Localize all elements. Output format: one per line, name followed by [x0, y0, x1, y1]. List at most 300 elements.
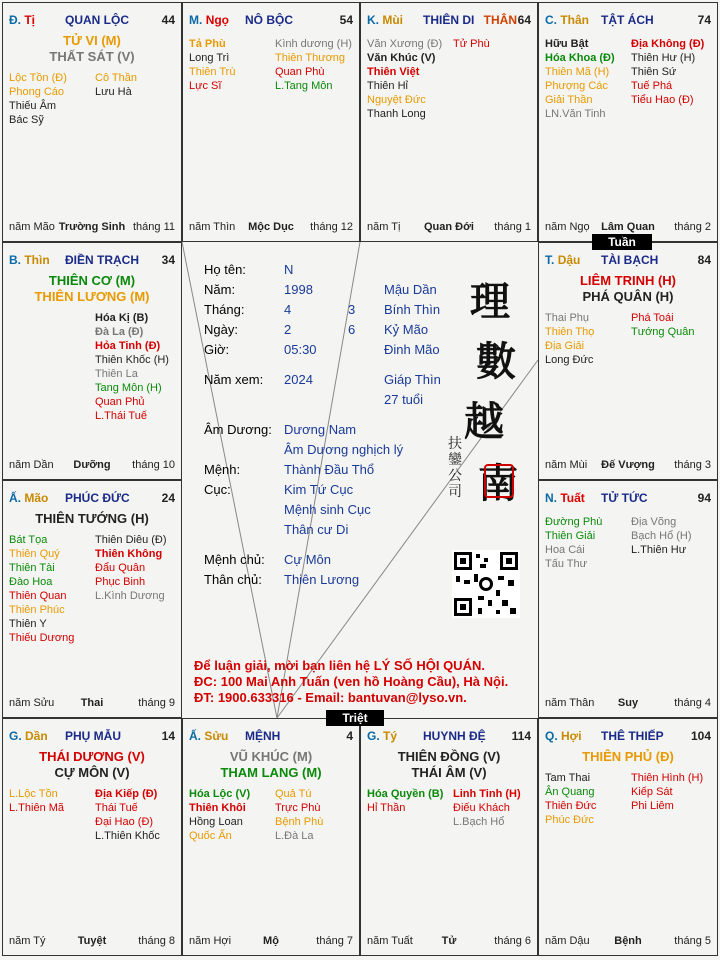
palace-name: QUAN LỘC — [65, 13, 129, 27]
palace-month: tháng 8 — [138, 935, 175, 947]
minor-star: Tả Phù — [189, 38, 226, 50]
palace-year: năm Mùi — [545, 459, 588, 471]
than-position: Thân cư Di — [284, 522, 349, 537]
name-label: Họ tên: — [204, 262, 246, 277]
menh-chu-label: Mệnh chủ: — [204, 552, 265, 567]
palace-header — [545, 491, 711, 507]
palace-stage: Tử — [441, 935, 457, 947]
palace-name: TẬT ÁCH — [601, 13, 654, 27]
logo-char-2: 數 — [476, 338, 516, 385]
minor-star: L.Thái Tuế — [95, 410, 147, 422]
palace-hoi — [538, 718, 718, 956]
main-star: PHÁ QUÂN (H) — [582, 289, 674, 304]
minor-star: LN.Văn Tinh — [545, 108, 606, 120]
cuc-value: Kim Tứ Cục — [284, 482, 354, 497]
amduong-label: Âm Dương: — [204, 422, 272, 437]
palace-month: tháng 12 — [310, 221, 353, 233]
palace-can: B. — [9, 253, 21, 267]
minor-star: Thái Tuế — [95, 802, 138, 814]
right-stars — [275, 787, 323, 843]
palace-stage: Trường Sinh — [58, 221, 126, 233]
day-lunar: 6 — [348, 322, 356, 337]
palace-age: 44 — [161, 13, 175, 27]
palace-stage: Tuyệt — [77, 935, 107, 947]
palace-header — [9, 13, 175, 29]
minor-star: Thiên Hình (H) — [631, 772, 704, 784]
minor-star: Lộc Tồn (Đ) — [9, 72, 67, 84]
minor-star: Thiên Sứ — [631, 66, 677, 78]
minor-star: L.Thiên Hư — [631, 544, 687, 556]
minor-star: Văn Khúc (V) — [367, 52, 436, 64]
right-stars — [631, 771, 703, 813]
day-label: Ngày: — [204, 322, 238, 337]
minor-star: Thiếu Dương — [9, 632, 75, 644]
qr-code-icon — [452, 550, 520, 618]
palace-header — [545, 729, 711, 745]
palace-footer — [189, 935, 353, 949]
contact-phone-email: ĐT: 1900.633316 - Email: bantuvan@lyso.vn. — [194, 690, 467, 705]
palace-ti — [360, 718, 538, 956]
palace-name: THIÊN DI — [423, 13, 475, 27]
minor-star: Thiên Hư (H) — [631, 52, 696, 64]
right-stars — [631, 37, 704, 107]
palace-month: tháng 1 — [494, 221, 531, 233]
minor-star: Kình dương (H) — [275, 38, 352, 50]
minor-star: Thiếu Âm — [9, 100, 57, 112]
palace-can: Ấ. — [9, 491, 21, 505]
right-stars — [453, 787, 521, 829]
minor-star: Quốc Ấn — [189, 830, 232, 842]
palace-mao — [2, 480, 182, 718]
minor-star: Hỏa Tinh (Đ) — [95, 340, 161, 352]
minor-star: Ân Quang — [545, 786, 595, 798]
palace-name: TỬ TỨC — [601, 491, 648, 505]
hour-canchi: Đinh Mão — [384, 342, 440, 357]
minor-star: Bệnh Phù — [275, 816, 324, 828]
minor-star: Thiên Không — [95, 548, 163, 560]
palace-chi: Thìn — [24, 253, 50, 267]
palace-year: năm Dần — [9, 459, 54, 471]
palace-can: N. — [545, 491, 557, 505]
right-stars — [631, 311, 695, 339]
palace-age: 74 — [697, 13, 711, 27]
palace-age: 114 — [511, 729, 531, 743]
right-stars — [453, 37, 490, 51]
minor-star: Tử Phù — [453, 38, 490, 50]
palace-dan — [2, 718, 182, 956]
palace-month: tháng 7 — [316, 935, 353, 947]
minor-star: Tướng Quân — [631, 326, 695, 338]
contact-address: ĐC: 100 Mai Anh Tuấn (ven hồ Hoàng Cầu), Hà Nội. — [194, 674, 509, 689]
minor-star: Thiên Trù — [189, 66, 236, 78]
minor-star: Hữu Bật — [545, 38, 589, 50]
palace-tuat — [538, 480, 718, 718]
minor-star: Thiên Tài — [9, 562, 55, 574]
logo-char-1: 理 — [470, 278, 510, 325]
minor-star: L.Đà La — [275, 830, 314, 842]
palace-header — [189, 13, 353, 29]
minor-star: Phá Toái — [631, 312, 674, 324]
menh-value: Thành Đầu Thổ — [284, 462, 375, 477]
palace-month: tháng 3 — [674, 459, 711, 471]
minor-star: L.Thiên Khốc — [95, 830, 160, 842]
palace-month: tháng 10 — [132, 459, 175, 471]
palace-than — [538, 2, 718, 242]
main-star: LIÊM TRINH (H) — [579, 273, 677, 288]
palace-stage: Bệnh — [614, 935, 642, 947]
cuc-label: Cục: — [204, 482, 231, 497]
minor-star: Nguyệt Đức — [367, 94, 426, 106]
palace-dau — [538, 242, 718, 480]
palace-month: tháng 5 — [674, 935, 711, 947]
minor-star: Bạch Hổ (H) — [631, 530, 692, 542]
age-value: 27 tuổi — [384, 392, 424, 407]
palace-header — [189, 729, 353, 745]
view-year-label: Năm xem: — [204, 372, 264, 387]
hour-label: Giờ: — [204, 342, 230, 357]
left-stars — [9, 533, 74, 645]
palace-name: THÊ THIẾP — [601, 729, 664, 743]
year-label: Năm: — [204, 282, 236, 297]
palace-footer — [545, 221, 711, 235]
tuan-badge: Tuần — [592, 234, 652, 250]
left-stars — [545, 771, 596, 827]
main-star: THẤT SÁT (V) — [49, 49, 135, 64]
main-star: TỬ VI (M) — [63, 33, 121, 48]
than-marker: THÂN — [483, 13, 517, 27]
minor-star: Thai Phụ — [545, 312, 590, 324]
main-star: THAM LANG (M) — [220, 765, 322, 780]
palace-suu — [182, 718, 360, 956]
left-stars — [189, 37, 235, 93]
palace-chi: Dậu — [557, 253, 581, 267]
palace-header — [9, 729, 175, 745]
minor-star: Đường Phù — [545, 516, 603, 528]
minor-star: Quan Phù — [275, 66, 325, 78]
minor-star: Hoa Cái — [545, 544, 585, 556]
logo-char-4: 南 — [478, 460, 518, 507]
minor-star: L.Tang Môn — [275, 80, 333, 92]
palace-year: năm Tị — [367, 221, 401, 233]
left-stars — [189, 787, 250, 843]
center-info-panel — [180, 240, 536, 716]
palace-stage: Suy — [617, 697, 639, 709]
palace-footer — [9, 697, 175, 711]
minor-star: Hồng Loan — [189, 816, 243, 828]
palace-stage: Dưỡng — [73, 459, 111, 471]
main-star: THIÊN LƯƠNG (M) — [34, 289, 150, 304]
palace-age: 34 — [161, 253, 175, 267]
day-value: 2 — [284, 322, 292, 337]
palace-age: 4 — [346, 729, 353, 743]
palace-can: Ấ. — [189, 729, 201, 743]
palace-name: NÔ BỘC — [245, 13, 293, 27]
minor-star: Lưu Hà — [95, 86, 132, 98]
palace-stage: Lâm Quan — [601, 221, 655, 233]
palace-year: năm Dậu — [545, 935, 590, 947]
palace-age: 84 — [697, 253, 711, 267]
minor-star: Phượng Các — [545, 80, 608, 92]
view-year-canchi: Giáp Thìn — [384, 372, 441, 387]
main-star: THIÊN PHỦ (Đ) — [582, 749, 674, 764]
main-star: VŨ KHÚC (M) — [229, 749, 313, 764]
palace-month: tháng 2 — [674, 221, 711, 233]
menh-label: Mệnh: — [204, 462, 241, 477]
palace-footer — [189, 221, 353, 235]
left-stars — [9, 71, 67, 127]
palace-can: K. — [367, 13, 379, 27]
palace-chi: Ngọ — [205, 13, 230, 27]
minor-star: Thiên Y — [9, 618, 47, 630]
triet-badge: Triệt — [326, 710, 384, 726]
minor-star: Long Đức — [545, 354, 594, 366]
minor-star: Giải Thần — [545, 94, 593, 106]
palace-age: 24 — [161, 491, 175, 505]
name-value: N — [284, 262, 294, 277]
palace-ty — [2, 2, 182, 242]
left-stars — [9, 787, 64, 815]
minor-star: Phi Liêm — [631, 800, 674, 812]
minor-star: Hỉ Thần — [367, 802, 406, 814]
minor-star: Hóa Quyền (B) — [367, 788, 444, 800]
main-stars — [361, 749, 537, 781]
main-stars — [3, 33, 181, 65]
left-stars — [367, 37, 442, 121]
palace-age: 64 — [517, 13, 531, 27]
palace-footer — [367, 935, 531, 949]
palace-footer — [367, 221, 531, 235]
palace-footer — [9, 221, 175, 235]
palace-header — [9, 253, 175, 269]
main-stars — [183, 749, 359, 781]
minor-star: Địa Kiếp (Đ) — [95, 788, 158, 800]
palace-mui — [360, 2, 538, 242]
palace-stage: Quan Đới — [424, 221, 474, 233]
minor-star: Địa Giải — [545, 340, 585, 352]
cuc-relation: Mệnh sinh Cục — [284, 502, 371, 517]
minor-star: Bác Sỹ — [9, 114, 44, 126]
minor-star: Phong Cáo — [9, 86, 65, 98]
minor-star: Tấu Thư — [545, 558, 588, 570]
amduong-relation: Âm Dương nghịch lý — [284, 442, 404, 457]
menh-chu-value: Cự Môn — [284, 552, 331, 567]
palace-chi: Tý — [383, 729, 398, 743]
main-stars — [3, 749, 181, 781]
main-star: THÁI ÂM (V) — [411, 765, 487, 780]
palace-age: 104 — [690, 729, 711, 743]
palace-can: T. — [545, 253, 555, 267]
minor-star: Thiên Quý — [9, 548, 60, 560]
palace-name: PHÚC ĐỨC — [65, 491, 130, 505]
main-star: THIÊN ĐỒNG (V) — [397, 749, 501, 764]
minor-star: Linh Tinh (H) — [453, 788, 521, 800]
palace-chi: Mão — [24, 491, 49, 505]
palace-stage: Thai — [80, 697, 104, 709]
minor-star: Đà La (Đ) — [95, 326, 144, 338]
left-stars — [545, 515, 602, 571]
palace-can: Đ. — [9, 13, 21, 27]
palace-ngo — [182, 2, 360, 242]
palace-chi: Mùi — [382, 13, 404, 27]
amduong-value: Dương Nam — [284, 422, 357, 437]
minor-star: Thiên Mã (H) — [545, 66, 610, 78]
right-stars — [275, 37, 352, 93]
main-stars — [539, 749, 717, 765]
minor-star: Thiên Khôi — [189, 802, 246, 814]
left-stars — [367, 787, 443, 815]
minor-star: Hóa Khoa (Đ) — [545, 52, 615, 64]
palace-can: G. — [367, 729, 380, 743]
palace-chi: Dần — [25, 729, 48, 743]
palace-stage: Đế Vượng — [601, 459, 655, 471]
palace-header — [367, 13, 531, 29]
palace-age: 14 — [161, 729, 175, 743]
palace-footer — [9, 935, 175, 949]
logo-char-3: 越 — [464, 398, 504, 445]
palace-chi: Hợi — [561, 729, 582, 743]
palace-chi: Sửu — [204, 729, 229, 743]
minor-star: Văn Xương (Đ) — [367, 38, 443, 50]
month-lunar: 3 — [348, 302, 356, 317]
than-chu-value: Thiên Lương — [284, 572, 360, 587]
minor-star: Đại Hao (Đ) — [95, 816, 154, 828]
minor-star: Địa Võng — [631, 516, 677, 528]
minor-star: Thiên Đức — [545, 800, 597, 812]
contact-line-1: Để luận giải, mời bạn liên hệ LÝ SỐ HỘI QUÁN. — [194, 658, 485, 673]
year-canchi: Mậu Dần — [384, 282, 437, 297]
minor-star: Thiên Giải — [545, 530, 596, 542]
right-stars — [95, 311, 169, 423]
palace-year: năm Thìn — [189, 221, 236, 233]
minor-star: Lực Sĩ — [189, 80, 222, 92]
main-star: THIÊN TƯỚNG (H) — [35, 511, 149, 526]
palace-header — [9, 491, 175, 507]
palace-chi: Thân — [560, 13, 590, 27]
main-star: CỰ MÔN (V) — [54, 765, 130, 780]
minor-star: Thiên Hỉ — [367, 80, 408, 92]
left-stars — [545, 37, 615, 121]
main-stars — [539, 273, 717, 305]
main-star: THÁI DƯƠNG (V) — [39, 749, 145, 764]
palace-stage: Mộc Dục — [248, 221, 294, 233]
view-year-value: 2024 — [284, 372, 313, 387]
palace-can: C. — [545, 13, 557, 27]
palace-footer — [9, 459, 175, 473]
minor-star: Tam Thai — [545, 772, 591, 784]
main-star: THIÊN CƠ (M) — [48, 273, 136, 288]
minor-star: Thiên La — [95, 368, 138, 380]
palace-footer — [545, 935, 711, 949]
minor-star: L.Thiên Mã — [9, 802, 65, 814]
month-value: 4 — [284, 302, 292, 317]
minor-star: Thiên Thương — [275, 52, 346, 64]
palace-age: 54 — [339, 13, 353, 27]
palace-header — [545, 253, 711, 269]
palace-name: MỆNH — [245, 729, 281, 743]
palace-month: tháng 6 — [494, 935, 531, 947]
palace-footer — [545, 697, 711, 711]
minor-star: L.Bạch Hổ — [453, 816, 505, 828]
palace-name: TÀI BẠCH — [601, 253, 659, 267]
minor-star: Cô Thần — [95, 72, 137, 84]
palace-year: năm Hợi — [189, 935, 232, 947]
palace-age: 94 — [697, 491, 711, 505]
minor-star: Tuế Phá — [631, 80, 673, 92]
palace-name: HUYNH ĐỆ — [423, 729, 486, 743]
palace-can: Q. — [545, 729, 558, 743]
minor-star: Tiểu Hao (Đ) — [631, 94, 694, 106]
than-chu-label: Thân chủ: — [204, 572, 262, 587]
palace-stage: Mộ — [263, 935, 279, 947]
year-value: 1998 — [284, 282, 313, 297]
minor-star: Đẩu Quân — [95, 562, 146, 574]
minor-star: Thiên Quan — [9, 590, 67, 602]
right-stars — [95, 787, 160, 843]
logo-small-text: 扶鑾公司 — [448, 436, 462, 500]
minor-star: Bát Tọa — [9, 534, 48, 546]
minor-star: Địa Không (Đ) — [631, 38, 705, 50]
minor-star: Quả Tú — [275, 788, 312, 800]
palace-can: M. — [189, 13, 203, 27]
minor-star: L.Lộc Tồn — [9, 788, 58, 800]
right-stars — [95, 533, 167, 603]
minor-star: Thiên Phúc — [9, 604, 65, 616]
palace-year: năm Tuất — [367, 935, 413, 947]
minor-star: Thanh Long — [367, 108, 426, 120]
hour-value: 05:30 — [284, 342, 317, 357]
minor-star: Hóa Lộc (V) — [189, 788, 251, 800]
palace-month: tháng 11 — [132, 221, 175, 233]
right-stars — [95, 71, 137, 99]
palace-thin — [2, 242, 182, 480]
palace-year: năm Tý — [9, 935, 46, 947]
month-canchi: Bính Thìn — [384, 302, 441, 317]
palace-chi: Tuất — [560, 491, 585, 505]
palace-name: ĐIỀN TRẠCH — [65, 253, 139, 267]
right-stars — [631, 515, 692, 557]
month-label: Tháng: — [204, 302, 245, 317]
palace-name: PHỤ MẪU — [65, 729, 121, 743]
minor-star: Phục Binh — [95, 576, 146, 588]
palace-header — [367, 729, 531, 745]
palace-month: tháng 4 — [674, 697, 711, 709]
palace-can: G. — [9, 729, 22, 743]
palace-footer — [545, 459, 711, 473]
minor-star: Hóa Kị (B) — [95, 312, 149, 324]
main-stars — [3, 511, 181, 527]
palace-chi: Tị — [24, 13, 36, 27]
minor-star: L.Kình Dương — [95, 590, 165, 602]
seal-icon — [484, 464, 514, 498]
palace-month: tháng 9 — [138, 697, 175, 709]
palace-year: năm Sửu — [9, 697, 55, 709]
palace-year: năm Mão — [9, 221, 55, 233]
minor-star: Thiên Việt — [367, 66, 420, 78]
minor-star: Quan Phủ — [95, 396, 145, 408]
minor-star: Kiếp Sát — [631, 786, 673, 798]
minor-star: Tang Môn (H) — [95, 382, 162, 394]
minor-star: Long Trì — [189, 52, 230, 64]
left-stars — [545, 311, 594, 367]
palace-header — [545, 13, 711, 29]
minor-star: Phúc Đức — [545, 814, 594, 826]
palace-year: năm Ngọ — [545, 221, 590, 233]
minor-star: Đào Hoa — [9, 576, 53, 588]
minor-star: Thiên Khốc (H) — [95, 354, 169, 366]
day-canchi: Kỷ Mão — [384, 322, 429, 337]
minor-star: Thiên Thọ — [545, 326, 595, 338]
minor-star: Thiên Diêu (Đ) — [95, 534, 167, 546]
